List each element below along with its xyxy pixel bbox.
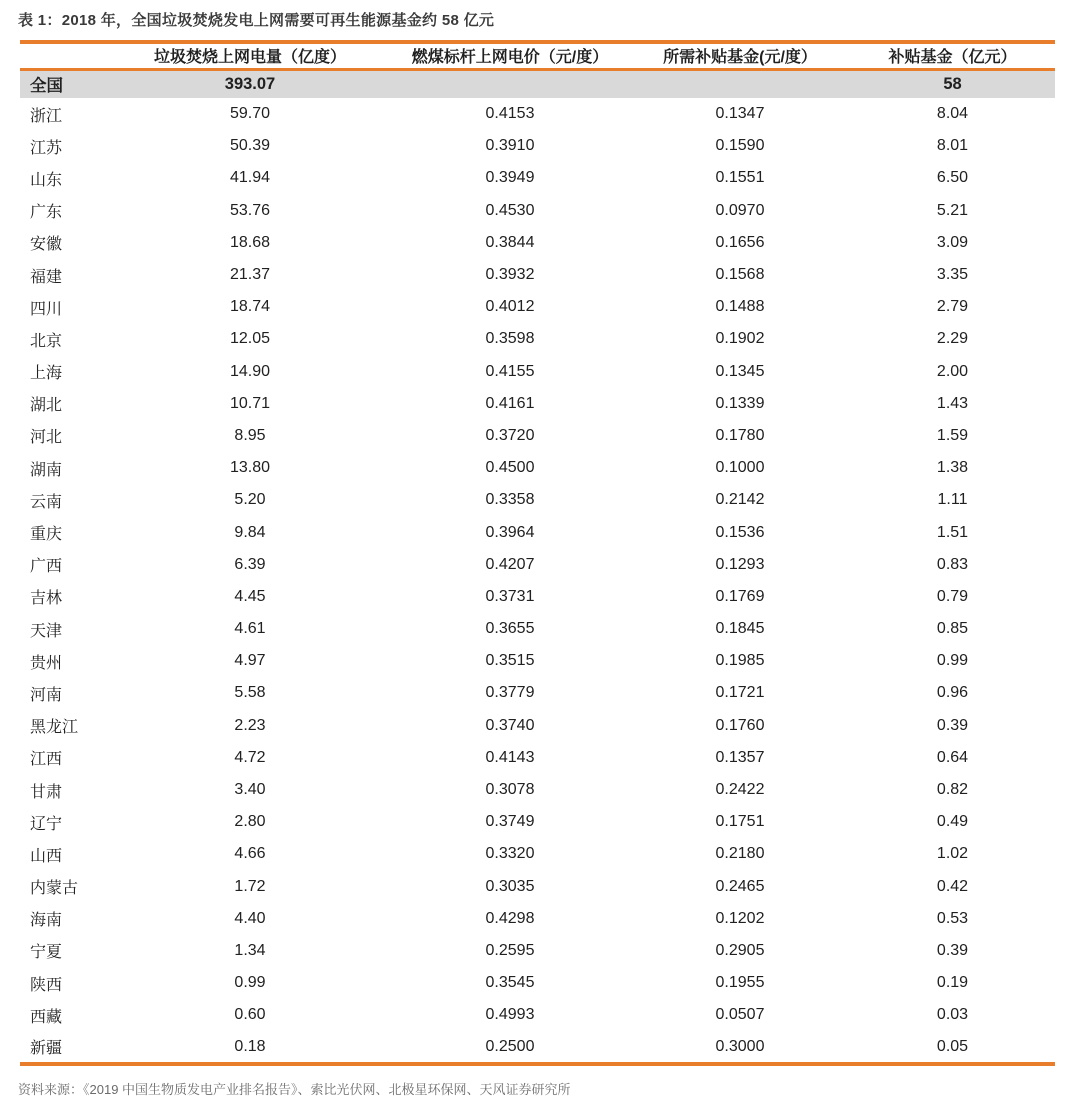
value-cell: 0.4530: [485, 201, 535, 219]
region-cell: 山西: [30, 847, 63, 865]
value-cell: 0.2500: [390, 1031, 630, 1063]
value-cell: 0.3515: [485, 652, 535, 670]
table-row: [20, 356, 1055, 388]
table-header: [20, 42, 1055, 69]
table-row: [20, 613, 1055, 645]
table-row: [20, 227, 1055, 259]
region-cell: 辽宁: [30, 815, 63, 833]
value-cell: 0.49: [936, 813, 969, 831]
table-row: [20, 516, 1055, 548]
source-note: 资料来源：《2019 中国生物质发电产业排名报告》、索比光伏网、北极星环保网、天风证券研究所: [18, 1082, 571, 1097]
value-cell: 13.80: [229, 459, 271, 477]
value-cell: 0.3035: [485, 877, 535, 895]
table-row: [20, 98, 1055, 130]
value-cell: 8.95: [234, 426, 266, 444]
value-cell: 18.68: [229, 233, 271, 251]
table-row: [20, 162, 1055, 194]
value-cell: 0.4153: [485, 105, 535, 123]
region-cell: 福建: [30, 268, 63, 286]
value-cell: 5.58: [234, 684, 266, 702]
value-cell: 0.3910: [485, 137, 535, 155]
value-cell: 1.72: [234, 877, 266, 895]
region-cell: 重庆: [30, 526, 63, 544]
value-cell: 5.21: [936, 201, 969, 219]
value-cell: 0.3358: [485, 491, 535, 509]
value-cell: 0.3964: [485, 523, 535, 541]
region-cell: 天津: [30, 622, 63, 640]
value-cell: 0.1202: [715, 909, 765, 927]
value-cell: 53.76: [229, 201, 271, 219]
value-cell: 0.4993: [485, 1006, 535, 1024]
region-cell: 江苏: [30, 139, 63, 157]
column-header-waste-power-volume: 垃圾焚烧上网电量（亿度）: [110, 42, 390, 69]
column-header-required-subsidy-rate: 所需补贴基金(元/度）: [630, 42, 850, 69]
value-cell: 5.20: [234, 491, 266, 509]
value-cell: 0.3932: [485, 266, 535, 284]
value-cell: 0.18: [110, 1031, 390, 1063]
total-row: [20, 69, 1055, 98]
value-cell: 0.1488: [715, 298, 765, 316]
value-cell: 0.1293: [715, 555, 765, 573]
region-cell: 江西: [30, 751, 63, 769]
value-cell: 0.99: [936, 652, 969, 670]
value-cell: 1.02: [936, 845, 969, 863]
value-cell: 0.1551: [715, 169, 765, 187]
value-cell: 0.3078: [485, 781, 535, 799]
value-cell: 0.42: [936, 877, 969, 895]
value-cell: 2.29: [936, 330, 969, 348]
value-cell: 0.96: [936, 684, 969, 702]
value-cell: 4.45: [234, 587, 266, 605]
region-cell: 吉林: [30, 590, 63, 608]
region-cell: 广东: [30, 204, 63, 222]
table-row: [20, 484, 1055, 516]
table-row: [20, 549, 1055, 581]
region-cell: 海南: [30, 912, 63, 930]
table-body: [20, 69, 1055, 1064]
value-cell: 0.1721: [715, 684, 765, 702]
value-cell: 3.09: [936, 233, 969, 251]
value-cell: 0.2180: [715, 845, 765, 863]
value-cell: 0.53: [936, 909, 969, 927]
table-row: [20, 935, 1055, 967]
value-cell: 1.59: [936, 426, 969, 444]
value-cell: 0.3720: [485, 426, 535, 444]
table-row: [20, 871, 1055, 903]
table-row: [20, 710, 1055, 742]
value-cell: 0.0970: [715, 201, 765, 219]
value-cell: 4.66: [234, 845, 266, 863]
value-cell: 1.51: [936, 523, 969, 541]
region-cell: 安徽: [30, 236, 63, 254]
value-cell: 0.1000: [715, 459, 765, 477]
value-cell: 0.39: [936, 941, 969, 959]
table-row: [20, 130, 1055, 162]
value-cell: 2.79: [936, 298, 969, 316]
region-cell: 新疆: [20, 1031, 110, 1063]
value-cell: 0.3655: [485, 620, 535, 638]
region-cell: 宁夏: [30, 944, 63, 962]
region-cell: 北京: [30, 332, 63, 350]
table-row: [20, 645, 1055, 677]
value-cell: 0.1780: [715, 426, 765, 444]
value-cell: 0.1357: [715, 748, 765, 766]
value-cell: 0.2142: [715, 491, 765, 509]
table-row: [20, 774, 1055, 806]
value-cell: 0.3320: [485, 845, 535, 863]
region-cell: 浙江: [30, 107, 63, 125]
value-cell: 0.2465: [715, 877, 765, 895]
value-cell: 0.85: [936, 620, 969, 638]
region-cell: 广西: [30, 558, 63, 576]
value-cell: 18.74: [229, 298, 271, 316]
table-row: [20, 903, 1055, 935]
table-row: [20, 838, 1055, 870]
value-cell: 0.3731: [485, 587, 535, 605]
value-cell: 0.1339: [715, 394, 765, 412]
value-cell: 0.3779: [485, 684, 535, 702]
value-cell: 0.1769: [715, 587, 765, 605]
value-cell: 0.4298: [485, 909, 535, 927]
value-cell: 0.64: [936, 748, 969, 766]
value-cell: 4.40: [234, 909, 266, 927]
table-row: [20, 677, 1055, 709]
value-cell: 6.39: [234, 555, 266, 573]
subsidy-table: [20, 40, 1055, 1066]
value-cell: 0.4161: [485, 394, 535, 412]
value-cell: 6.50: [936, 169, 969, 187]
table-row: [20, 1031, 1055, 1063]
value-cell: 0.1902: [715, 330, 765, 348]
value-cell: 0.2905: [715, 941, 765, 959]
value-cell: 0.1345: [715, 362, 765, 380]
region-cell: 河南: [30, 686, 63, 704]
table-row: [20, 742, 1055, 774]
value-cell: 0.82: [936, 781, 969, 799]
column-header-region: [20, 42, 110, 69]
table-row: [20, 967, 1055, 999]
value-cell: 1.43: [936, 394, 969, 412]
value-cell: 41.94: [229, 169, 271, 187]
value-cell: 2.00: [936, 362, 969, 380]
value-cell: 0.2595: [485, 941, 535, 959]
value-cell: 0.3844: [485, 233, 535, 251]
value-cell: 0.4207: [485, 555, 535, 573]
value-cell: 8.01: [936, 137, 969, 155]
table-title: 表 1：2018 年，全国垃圾焚烧发电上网需要可再生能源基金约 58 亿元: [18, 12, 495, 29]
value-cell: 4.72: [234, 748, 266, 766]
value-cell: [630, 69, 850, 98]
region-cell: 贵州: [30, 654, 63, 672]
value-cell: 0.1656: [715, 233, 765, 251]
value-cell: 0.3749: [485, 813, 535, 831]
table-row: [20, 323, 1055, 355]
value-cell: 0.1536: [715, 523, 765, 541]
region-cell: 湖北: [30, 397, 63, 415]
table-row: [20, 195, 1055, 227]
value-cell: 0.99: [234, 974, 266, 992]
value-cell: 0.1751: [715, 813, 765, 831]
table-row: [20, 291, 1055, 323]
value-cell: 0.05: [850, 1031, 1055, 1063]
region-cell: 四川: [30, 300, 63, 318]
table-row: [20, 806, 1055, 838]
value-cell: 1.11: [937, 491, 968, 509]
value-cell: 1.38: [936, 459, 969, 477]
region-cell: 甘肃: [30, 783, 63, 801]
region-cell: 上海: [30, 365, 63, 383]
value-cell: 0.4143: [485, 748, 535, 766]
value-cell: 3.35: [936, 266, 969, 284]
value-cell: 59.70: [229, 105, 271, 123]
value-cell: 0.1955: [715, 974, 765, 992]
region-cell: 河北: [30, 429, 63, 447]
value-cell: 0.0507: [715, 1006, 765, 1024]
value-cell: 2.23: [234, 716, 266, 734]
table-row: [20, 999, 1055, 1031]
value-cell: 10.71: [229, 394, 271, 412]
value-cell: 0.3000: [630, 1031, 850, 1063]
value-cell: 0.39: [936, 716, 969, 734]
value-cell: 4.97: [234, 652, 266, 670]
value-cell: 0.1590: [715, 137, 765, 155]
value-cell: 58: [850, 69, 1055, 98]
value-cell: 0.4012: [485, 298, 535, 316]
value-cell: 4.61: [234, 620, 266, 638]
column-header-coal-benchmark-price: 燃煤标杆上网电价（元/度）: [390, 42, 630, 69]
value-cell: 0.1347: [715, 105, 765, 123]
value-cell: 0.1985: [715, 652, 765, 670]
region-cell: 西藏: [30, 1008, 63, 1026]
value-cell: 3.40: [234, 781, 266, 799]
value-cell: 0.83: [936, 555, 969, 573]
table-row: [20, 452, 1055, 484]
region-cell: 全国: [20, 69, 110, 98]
region-cell: 云南: [30, 493, 63, 511]
value-cell: 0.4500: [485, 459, 535, 477]
value-cell: 9.84: [234, 523, 266, 541]
value-cell: 12.05: [229, 330, 271, 348]
value-cell: 0.3545: [485, 974, 535, 992]
table-row: [20, 388, 1055, 420]
column-header-subsidy-fund: 补贴基金（亿元）: [850, 42, 1055, 69]
value-cell: 0.79: [936, 587, 969, 605]
value-cell: 21.37: [229, 266, 271, 284]
region-cell: 陕西: [30, 976, 63, 994]
value-cell: 14.90: [229, 362, 271, 380]
value-cell: 0.2422: [715, 781, 765, 799]
region-cell: 湖南: [30, 461, 63, 479]
value-cell: 8.04: [936, 105, 969, 123]
region-cell: 山东: [30, 171, 63, 189]
value-cell: 393.07: [110, 69, 390, 98]
value-cell: 50.39: [229, 137, 271, 155]
table-row: [20, 420, 1055, 452]
value-cell: 0.1568: [715, 266, 765, 284]
value-cell: 0.3949: [485, 169, 535, 187]
value-cell: 2.80: [234, 813, 266, 831]
value-cell: 0.4155: [485, 362, 535, 380]
value-cell: 0.19: [936, 974, 969, 992]
value-cell: 0.03: [936, 1006, 969, 1024]
value-cell: 1.34: [234, 941, 266, 959]
value-cell: 0.60: [234, 1006, 266, 1024]
value-cell: 0.3740: [485, 716, 535, 734]
region-cell: 内蒙古: [30, 880, 79, 898]
table-row: [20, 259, 1055, 291]
value-cell: 0.1760: [715, 716, 765, 734]
value-cell: [390, 69, 630, 98]
region-cell: 黑龙江: [30, 719, 79, 737]
header-row: [20, 42, 1055, 69]
table-row: [20, 581, 1055, 613]
value-cell: 0.3598: [485, 330, 535, 348]
value-cell: 0.1845: [715, 620, 765, 638]
